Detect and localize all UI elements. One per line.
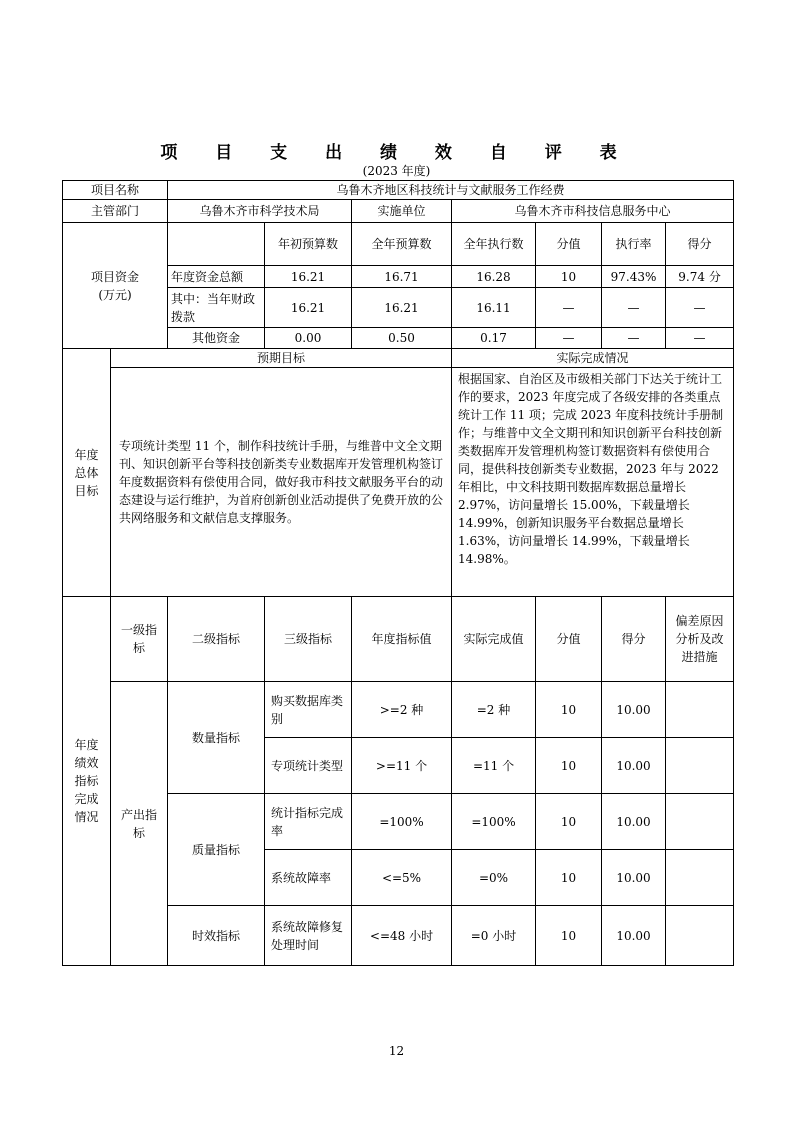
expected-goal-text: 专项统计类型 11 个，制作科技统计手册，与维普中文全文期刊、知识创新平台等科技创新类专业数据库开发管理机构签订年度数据资料有偿使用合同，做好我市科技文献服务平台的动态建设与运行维护，为首府创新创业活动提供了免费开放的公共网络服务和文献信息支撑服务。: [111, 368, 452, 597]
level3-indicator: 购买数据库类别: [265, 682, 352, 738]
funds-label: 项目资金 (万元): [63, 223, 168, 349]
score: 10.00: [602, 738, 666, 794]
score-value: 10: [536, 682, 602, 738]
level3-indicator: 统计指标完成率: [265, 794, 352, 850]
level3-indicator: 系统故障修复处理时间: [265, 906, 352, 966]
funds-header: 年初预算数: [265, 223, 352, 266]
score: 10.00: [602, 850, 666, 906]
funds-cell: 16.11: [452, 288, 536, 328]
funds-header-blank: [168, 223, 265, 266]
indicators-label: 年度绩效指标完成情况: [63, 597, 111, 966]
funds-cell: 0.50: [352, 328, 452, 349]
actual-header: 实际完成情况: [452, 349, 734, 368]
funds-cell: 0.17: [452, 328, 536, 349]
level3-indicator: 专项统计类型: [265, 738, 352, 794]
level2-indicator: 数量指标: [168, 682, 265, 794]
funds-cell: 16.21: [352, 288, 452, 328]
funds-cell: —: [536, 288, 602, 328]
level2-indicator: 时效指标: [168, 906, 265, 966]
funds-row-label: 年度资金总额: [168, 266, 265, 288]
score-value: 10: [536, 906, 602, 966]
funds-cell: 10: [536, 266, 602, 288]
indicator-header: 三级指标: [265, 597, 352, 682]
funds-cell: —: [536, 328, 602, 349]
impl-label: 实施单位: [352, 200, 452, 223]
actual-value: =11 个: [452, 738, 536, 794]
page-number: 12: [388, 1044, 405, 1058]
project-name-label: 项目名称: [63, 181, 168, 200]
page-title: 项 目 支 出 绩 效 自 评 表: [160, 143, 633, 163]
deviation-note: [666, 906, 734, 966]
report-year: (2023 年度): [362, 164, 431, 178]
dept-label: 主管部门: [63, 200, 168, 223]
level2-indicator: 质量指标: [168, 794, 265, 906]
actual-completion-text: 根据国家、自治区及市级相关部门下达关于统计工作的要求，2023 年度完成了各级安排的各类重点统计工作 11 项；完成 2023 年度科技统计手册制作；与维普中文全文期刊和知识创新平台科技创新类数据库开发管理机构签订数据资料有偿使用合同，提供科技创新类专业数据，2023 年与 2022 年相比，中文科技期刊数据库数据总量增长 2.97%，访问量增长 15.00%，下载量增长 14.99%，创新知识服务平台数据总量增长 1.63%，访问量增长 14.99%，下载量增长 14.98%。: [452, 368, 734, 597]
funds-cell: 0.00: [265, 328, 352, 349]
indicator-header: 得分: [602, 597, 666, 682]
target-value: >=2 种: [352, 682, 452, 738]
score-value: 10: [536, 850, 602, 906]
score: 10.00: [602, 794, 666, 850]
funds-cell: 97.43%: [602, 266, 666, 288]
dept-value: 乌鲁木齐市科学技术局: [168, 200, 352, 223]
funds-header: 执行率: [602, 223, 666, 266]
score-value: 10: [536, 794, 602, 850]
funds-cell: 16.28: [452, 266, 536, 288]
deviation-note: [666, 850, 734, 906]
performance-table: [62, 180, 734, 966]
indicator-header: 一级指标: [111, 597, 168, 682]
funds-header: 得分: [666, 223, 734, 266]
funds-cell: 16.71: [352, 266, 452, 288]
impl-value: 乌鲁木齐市科技信息服务中心: [452, 200, 734, 223]
target-value: >=11 个: [352, 738, 452, 794]
funds-cell: —: [666, 328, 734, 349]
funds-cell: —: [602, 328, 666, 349]
actual-value: =0 小时: [452, 906, 536, 966]
funds-row-label: 其中：当年财政拨款: [168, 288, 265, 328]
indicator-header: 偏差原因分析及改进措施: [666, 597, 734, 682]
actual-value: =100%: [452, 794, 536, 850]
funds-header: 分值: [536, 223, 602, 266]
expected-header: 预期目标: [111, 349, 452, 368]
project-name-value: 乌鲁木齐地区科技统计与文献服务工作经费: [168, 181, 734, 200]
actual-value: =0%: [452, 850, 536, 906]
funds-header: 全年预算数: [352, 223, 452, 266]
funds-row-label: 其他资金: [168, 328, 265, 349]
score: 10.00: [602, 906, 666, 966]
funds-header: 全年执行数: [452, 223, 536, 266]
funds-cell: 16.21: [265, 288, 352, 328]
target-value: <=48 小时: [352, 906, 452, 966]
score: 10.00: [602, 682, 666, 738]
target-value: =100%: [352, 794, 452, 850]
actual-value: =2 种: [452, 682, 536, 738]
goals-label: 年度总体目标: [63, 349, 111, 597]
funds-cell: —: [602, 288, 666, 328]
deviation-note: [666, 794, 734, 850]
score-value: 10: [536, 738, 602, 794]
deviation-note: [666, 682, 734, 738]
indicator-header: 分值: [536, 597, 602, 682]
level1-indicator: 产出指标: [111, 682, 168, 966]
level3-indicator: 系统故障率: [265, 850, 352, 906]
target-value: <=5%: [352, 850, 452, 906]
indicator-header: 二级指标: [168, 597, 265, 682]
funds-cell: 16.21: [265, 266, 352, 288]
indicator-header: 实际完成值: [452, 597, 536, 682]
funds-cell: 9.74 分: [666, 266, 734, 288]
funds-cell: —: [666, 288, 734, 328]
indicator-header: 年度指标值: [352, 597, 452, 682]
deviation-note: [666, 738, 734, 794]
